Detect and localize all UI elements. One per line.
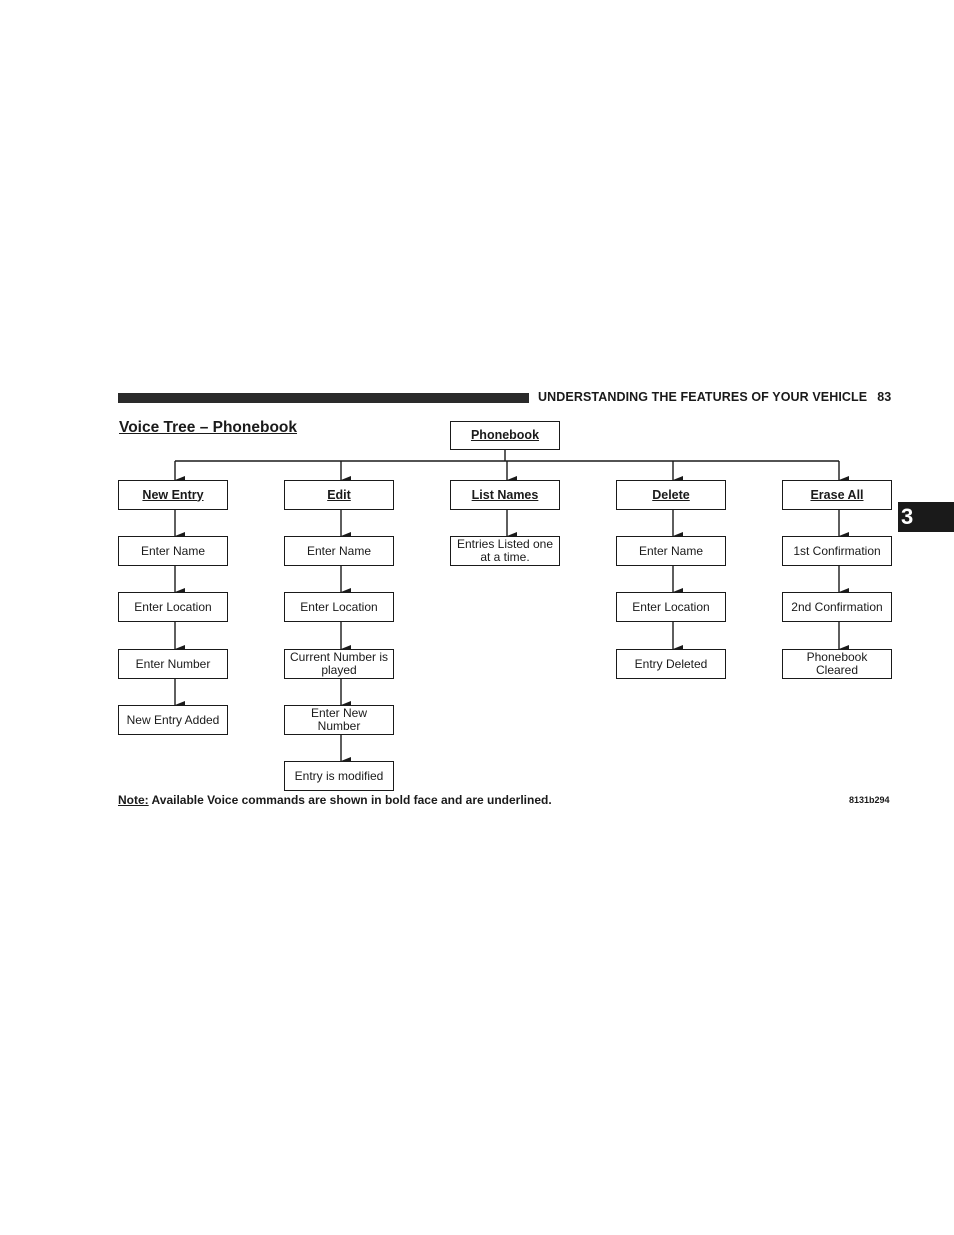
step-box	[284, 705, 394, 735]
command-1: Edit	[284, 480, 394, 510]
step-box	[284, 761, 394, 791]
page-number: 83	[877, 390, 892, 404]
step-label: New Entry Added	[126, 712, 220, 727]
step-label: Phonebook Cleared	[806, 650, 868, 677]
step-box	[284, 592, 394, 622]
note-text: Available Voice commands are shown in bold face and are underlined.	[148, 793, 552, 807]
chapter-tab: 3	[898, 502, 954, 532]
step-label: Enter Location	[300, 599, 378, 614]
step-box	[118, 592, 228, 622]
section-title: UNDERSTANDING THE FEATURES OF YOUR VEHICLE	[538, 390, 868, 404]
command-3: Delete	[616, 480, 726, 510]
step-box	[616, 536, 726, 566]
step-box	[782, 536, 892, 566]
step-label: Enter Name	[638, 543, 704, 558]
command-2: List Names	[450, 480, 560, 510]
step-label: Current Number is played	[289, 650, 389, 677]
footnote	[118, 793, 552, 807]
step-box	[118, 536, 228, 566]
step-label: Entry Deleted	[634, 656, 708, 671]
step-label: Enter Number	[135, 656, 211, 671]
step-label: 1st Confirmation	[793, 543, 881, 558]
step-label: Enter Location	[134, 599, 212, 614]
step-box	[616, 649, 726, 679]
step-label: Entry is modified	[294, 768, 384, 783]
step-label: Enter New Number	[310, 706, 368, 733]
step-label: Enter Location	[632, 599, 710, 614]
step-box	[450, 536, 560, 566]
step-box	[782, 649, 892, 679]
figure-code: 8131b294	[849, 795, 890, 805]
command-4: Erase All	[782, 480, 892, 510]
note-label: Note:	[118, 793, 149, 807]
step-box	[284, 649, 394, 679]
step-box	[782, 592, 892, 622]
command-0: New Entry	[118, 480, 228, 510]
page-title: Voice Tree – Phonebook	[119, 419, 298, 436]
step-box	[118, 705, 228, 735]
root-command-phonebook: Phonebook	[450, 421, 560, 450]
step-box	[616, 592, 726, 622]
step-label: 2nd Confirmation	[791, 599, 883, 614]
step-box	[284, 536, 394, 566]
step-box	[118, 649, 228, 679]
step-label: Enter Name	[306, 543, 372, 558]
step-label: Enter Name	[140, 543, 206, 558]
step-label: Entries Listed one at a time.	[456, 537, 554, 564]
